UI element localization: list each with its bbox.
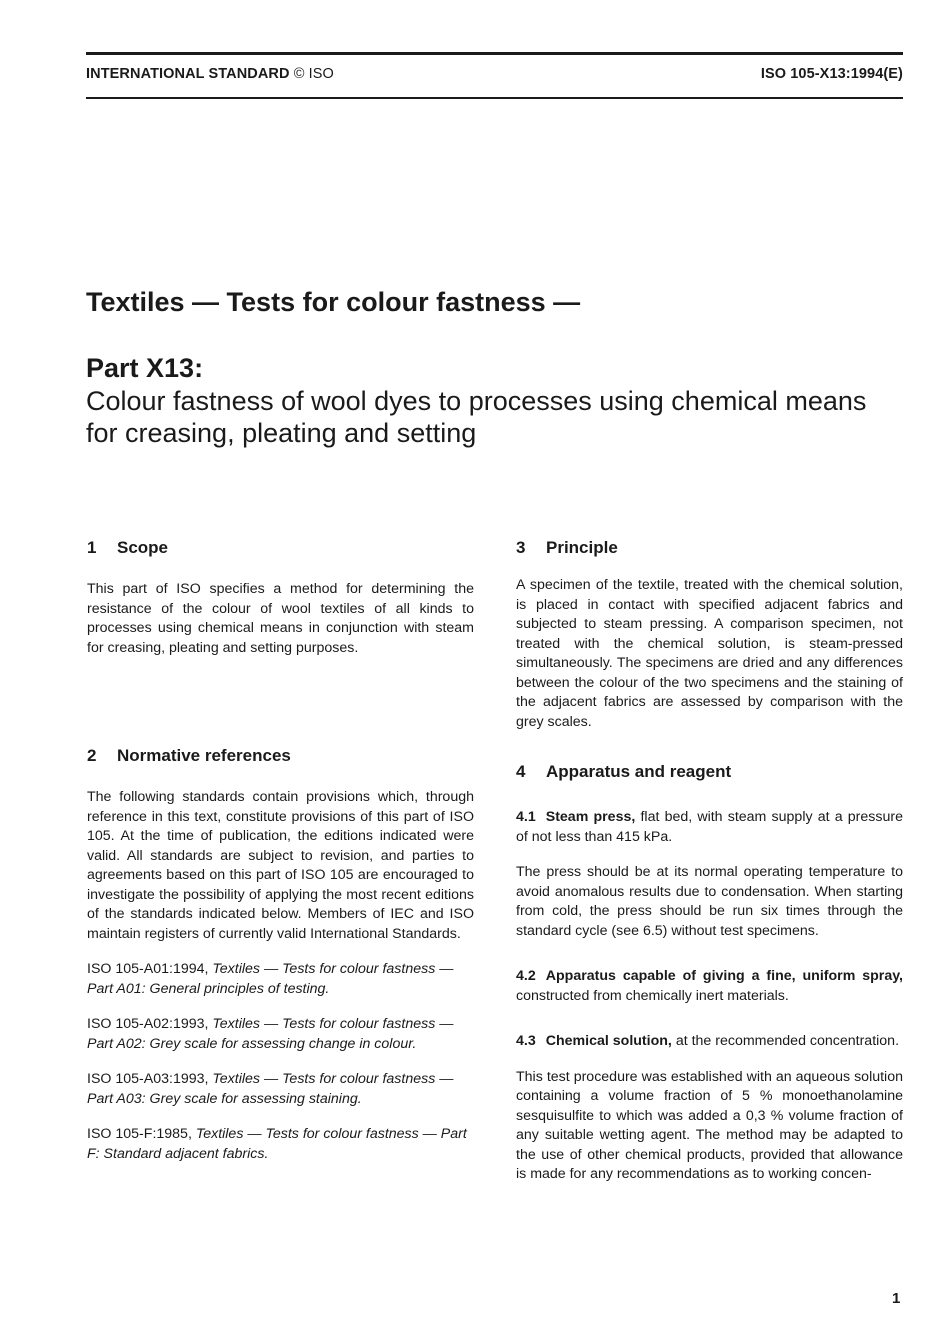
reference-title: Textiles — Tests for colour fastness — Part F: Standard adjacent fabrics.: [87, 1126, 467, 1162]
press-note-paragraph: The press should be at its normal operating temperature to avoid anomalous results due to condensation. When starting from cold, the press should be run six times through the standard cycle (see 6.5) without test specimens.: [516, 864, 903, 939]
section-number: 1: [87, 538, 97, 557]
subclause-number: 4.1: [516, 809, 536, 825]
reference-code: ISO 105-F:1985,: [87, 1126, 192, 1142]
section-title: Normative references: [117, 746, 291, 765]
section-principle-heading: [516, 536, 903, 560]
apparatus-item-spray: [516, 967, 903, 1006]
page-number: 1: [892, 1290, 901, 1307]
header-standard-type: [86, 66, 334, 82]
header-standard-number: ISO 105-X13:1994(E): [760, 66, 903, 82]
right-column: [516, 536, 903, 1185]
subclause-number: 4.3: [516, 1033, 536, 1049]
reference-title: Textiles — Tests for colour fastness — Part A01: General principles of testing.: [87, 961, 454, 997]
principle-paragraph: A specimen of the textile, treated with the chemical solution, is placed in contact with specified adjacent fabrics and subjected to steam pressing. A comparison specimen, not treated with the chemical solution, is steam-pressed simultaneously. The specimens are dried and any differences between the colour of the two specimens and the staining of the adjacent fabrics are assessed by comparison with the grey scales.: [516, 577, 903, 730]
reference-code: ISO 105-A01:1994,: [87, 961, 209, 977]
part-subtitle: Colour fastness of wool dyes to processes using chemical means for creasing, pleating and setting: [86, 386, 867, 448]
section-title: Scope: [117, 538, 169, 557]
left-column: [87, 536, 474, 1164]
document-title: Textiles — Tests for colour fastness —: [86, 287, 581, 317]
reference-title: Textiles — Tests for colour fastness — Part A03: Grey scale for assessing staining.: [87, 1071, 454, 1107]
subclause-text: at the recommended concentration.: [675, 1033, 900, 1049]
header-standard-label: INTERNATIONAL STANDARD: [86, 66, 290, 82]
section-apparatus-heading: [516, 760, 903, 784]
subclause-term: Chemical solution,: [545, 1033, 672, 1049]
section-normative-heading: [87, 744, 474, 768]
apparatus-item-chemical-solution: [516, 1032, 903, 1052]
reference-title: Textiles — Tests for colour fastness — Part A02: Grey scale for assessing change in colour.: [87, 1016, 454, 1052]
header-copyright: © ISO: [293, 66, 334, 82]
section-number: 2: [87, 746, 97, 765]
scope-paragraph: This part of ISO specifies a method for determining the resistance of the colour of wool textiles of all kinds to processes using chemical means in conjunction with steam for creasing, pleating and setting purposes.: [87, 581, 474, 656]
apparatus-item-steam-press: [516, 808, 903, 847]
reference-item: [87, 1070, 474, 1109]
part-label: Part X13:: [86, 353, 204, 383]
subclause-term: Apparatus capable of giving a fine, uniform spray,: [545, 968, 903, 984]
solution-note-paragraph: This test procedure was established with an aqueous solution containing a volume fraction of 5 % monoethanolamine sesquisulfite to which was added a 0,3 % volume fraction of any suitable wetting agent. The method may be adapted to the use of other chemical products, provided that allowance is made for any recommendations as to working concen-: [516, 1068, 903, 1182]
section-title: Apparatus and reagent: [546, 762, 732, 781]
subclause-text: flat bed, with steam supply at a pressure of not less than 415 kPa.: [516, 809, 903, 845]
reference-code: ISO 105-A02:1993,: [87, 1016, 209, 1032]
reference-item: [87, 1015, 474, 1054]
subclause-number: 4.2: [516, 968, 536, 984]
section-number: 3: [516, 538, 526, 557]
header-bottom-rule: [86, 97, 903, 99]
subclause-text: constructed from chemically inert materials.: [516, 987, 789, 1004]
normative-paragraph: The following standards contain provisions which, through reference in this text, constitute provisions of this part of ISO 105. At the time of publication, the editions indicated were valid. All standards are subject to revision, and parties to agreements based on this part of ISO 105 are encouraged to investigate the possibility of applying the most recent editions of the standards indicated below. Members of IEC and ISO maintain registers of currently valid International Standards.: [87, 789, 474, 942]
header-top-rule: [86, 52, 903, 55]
reference-code: ISO 105-A03:1993,: [87, 1071, 209, 1087]
section-number: 4: [516, 762, 526, 781]
reference-item: [87, 960, 474, 999]
section-title: Principle: [546, 538, 618, 557]
reference-item: [87, 1125, 474, 1164]
subclause-term: Steam press,: [545, 809, 636, 825]
section-scope-heading: [87, 536, 474, 560]
